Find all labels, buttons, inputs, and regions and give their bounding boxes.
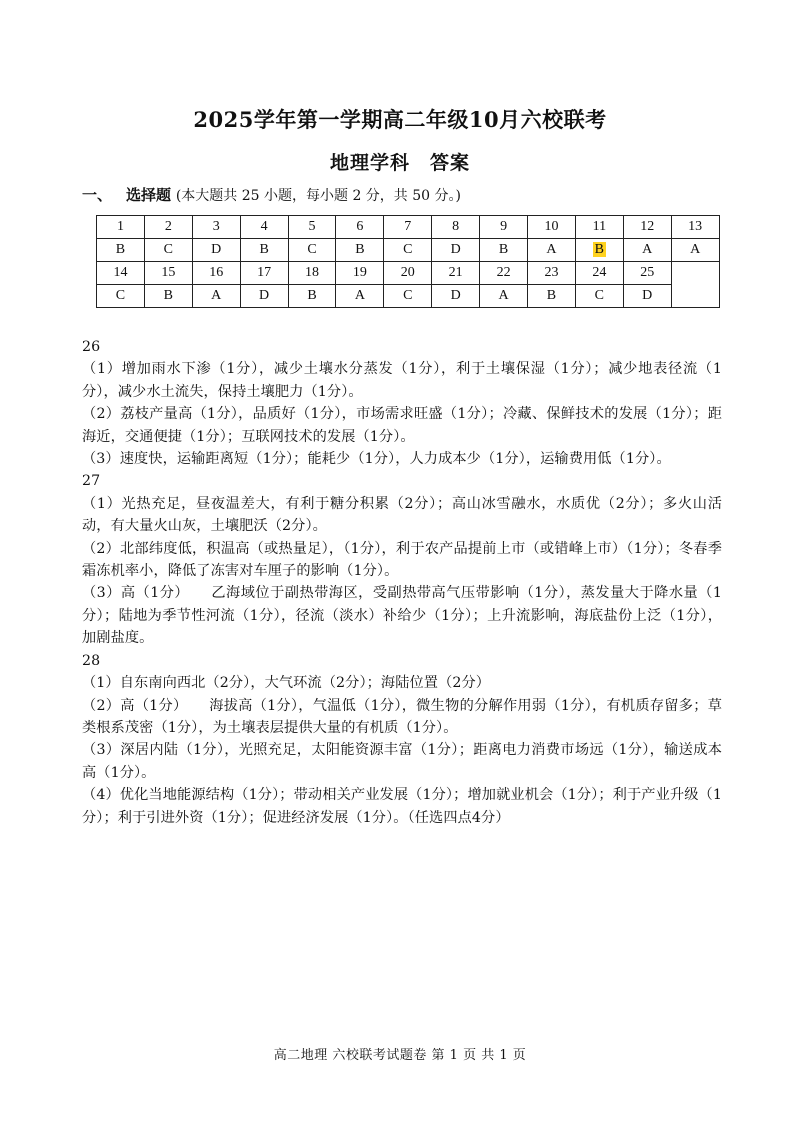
answer-cell: A — [671, 239, 719, 262]
question-number-cell: 12 — [623, 216, 671, 239]
answer-body — [82, 336, 722, 829]
question-number-cell: 6 — [336, 216, 384, 239]
question-number-cell: 17 — [240, 262, 288, 285]
answer-cell: C — [288, 239, 336, 262]
question-number-cell: 3 — [192, 216, 240, 239]
answer-part: （3）高（1分） 乙海域位于副热带海区，受副热带高气压带影响（1分），蒸发量大于降水量（1分）；陆地为季节性河流（1分），径流（淡水）补给少（1分）；上升流影响，海底盐份上泛（1分），加剧盐度。 — [82, 585, 722, 647]
question-number-cell: 4 — [240, 216, 288, 239]
answer-cell: B — [97, 239, 145, 262]
question-number-cell: 21 — [432, 262, 480, 285]
answer-part: （1）光热充足，昼夜温差大，有利于糖分积累（2分）；高山冰雪融水，水质优（2分）；多火山活动，有大量火山灰，土壤肥沃（2分）。 — [82, 495, 722, 535]
question-number-cell: 15 — [144, 262, 192, 285]
question-number-cell: 7 — [384, 216, 432, 239]
answer-table-row-answers-2 — [97, 285, 720, 308]
answer-cell: D — [192, 239, 240, 262]
section-heading — [82, 184, 461, 205]
question-number-cell: 5 — [288, 216, 336, 239]
page-title: 2025学年第一学期高二年级10月六校联考 — [193, 107, 607, 132]
highlight-mark: B — [594, 242, 605, 257]
question-number: 26 — [82, 339, 101, 355]
answer-cell: D — [240, 285, 288, 308]
question-number-cell: 22 — [480, 262, 528, 285]
section-note: (本大题共 25 小题，每小题 2 分，共 50 分。) — [175, 188, 461, 204]
answer-part: （2）荔枝产量高（1分），品质好（1分），市场需求旺盛（1分）；冷藏、保鲜技术的发展（1分）；距海近，交通便捷（1分）；互联网技术的发展（1分）。 — [82, 406, 722, 445]
answer-table-row-numbers-2 — [97, 262, 720, 285]
answer-cell: C — [144, 239, 192, 262]
answer-cell: B — [480, 239, 528, 262]
answer-cell: B — [240, 239, 288, 262]
question-number-cell: 18 — [288, 262, 336, 285]
answer-table-row-numbers-1 — [97, 216, 720, 239]
question-block-28 — [82, 650, 722, 829]
answer-part: （1）增加雨水下渗（1分），减少土壤水分蒸发（1分），利于土壤保湿（1分）；减少地表径流（1分），减少水土流失，保持土壤肥力（1分）。 — [82, 361, 722, 400]
answer-cell: C — [384, 285, 432, 308]
answer-cell: D — [432, 285, 480, 308]
empty-cell — [671, 262, 719, 308]
answer-part: （3）速度快，运输距离短（1分）；能耗少（1分），人力成本少（1分），运输费用低（1分）。 — [82, 451, 671, 468]
question-number-cell: 20 — [384, 262, 432, 285]
answer-part: （3）深居内陆（1分），光照充足，太阳能资源丰富（1分）；距离电力消费市场远（1分），输送成本高（1分）。 — [82, 742, 722, 781]
question-number-cell: 2 — [144, 216, 192, 239]
answer-part: （1）自东南向西北（2分），大气环流（2分）；海陆位置（2分） — [82, 675, 491, 692]
answer-cell-highlighted — [575, 239, 623, 262]
question-number-cell: 1 — [97, 216, 145, 239]
answer-cell: A — [528, 239, 576, 262]
answer-cell: B — [528, 285, 576, 308]
page-footer: 高二地理 六校联考试题卷 第 1 页 共 1 页 — [273, 1048, 527, 1063]
question-number-cell: 23 — [528, 262, 576, 285]
section-name: 选择题 — [126, 186, 172, 204]
question-number-cell: 11 — [575, 216, 623, 239]
answer-cell: C — [97, 285, 145, 308]
question-number-cell: 25 — [623, 262, 671, 285]
answer-table-row-answers-1 — [97, 239, 720, 262]
answer-cell: D — [623, 285, 671, 308]
question-number-cell: 16 — [192, 262, 240, 285]
question-number-cell: 13 — [671, 216, 719, 239]
question-number-cell: 8 — [432, 216, 480, 239]
answer-cell: D — [432, 239, 480, 262]
question-number-cell: 10 — [528, 216, 576, 239]
question-number-cell: 19 — [336, 262, 384, 285]
answer-cell: A — [336, 285, 384, 308]
page-subtitle: 地理学科 答案 — [329, 152, 470, 174]
section-number: 一、 — [82, 186, 113, 204]
answer-part: （2）北部纬度低，积温高（或热量足），（1分），利于农产品提前上市（或错峰上市）（1分）；冬春季霜冻机率小，降低了冻害对车厘子的影响（1分）。 — [82, 540, 722, 580]
answer-part: （2）高（1分） 海拔高（1分），气温低（1分），微生物的分解作用弱（1分），有机质存留多；草类根系茂密（1分），为土壤表层提供大量的有机质（1分）。 — [82, 697, 722, 736]
answer-cell: A — [623, 239, 671, 262]
answer-table — [96, 215, 720, 308]
answer-cell: B — [336, 239, 384, 262]
answer-cell: B — [144, 285, 192, 308]
answer-cell: A — [192, 285, 240, 308]
question-block-26 — [82, 336, 722, 470]
answer-part: （4）优化当地能源结构（1分）；带动相关产业发展（1分）；增加就业机会（1分）；利于产业升级（1分）；利于引进外资（1分）；促进经济发展（1分）。（任选四点4分） — [82, 787, 722, 826]
answer-cell: A — [480, 285, 528, 308]
question-number-cell: 9 — [480, 216, 528, 239]
question-number: 28 — [82, 652, 101, 669]
question-number-cell: 24 — [575, 262, 623, 285]
question-block-27 — [82, 470, 722, 649]
answer-cell: C — [575, 285, 623, 308]
question-number-cell: 14 — [97, 262, 145, 285]
answer-cell: B — [288, 285, 336, 308]
answer-cell: C — [384, 239, 432, 262]
question-number: 27 — [82, 473, 101, 490]
